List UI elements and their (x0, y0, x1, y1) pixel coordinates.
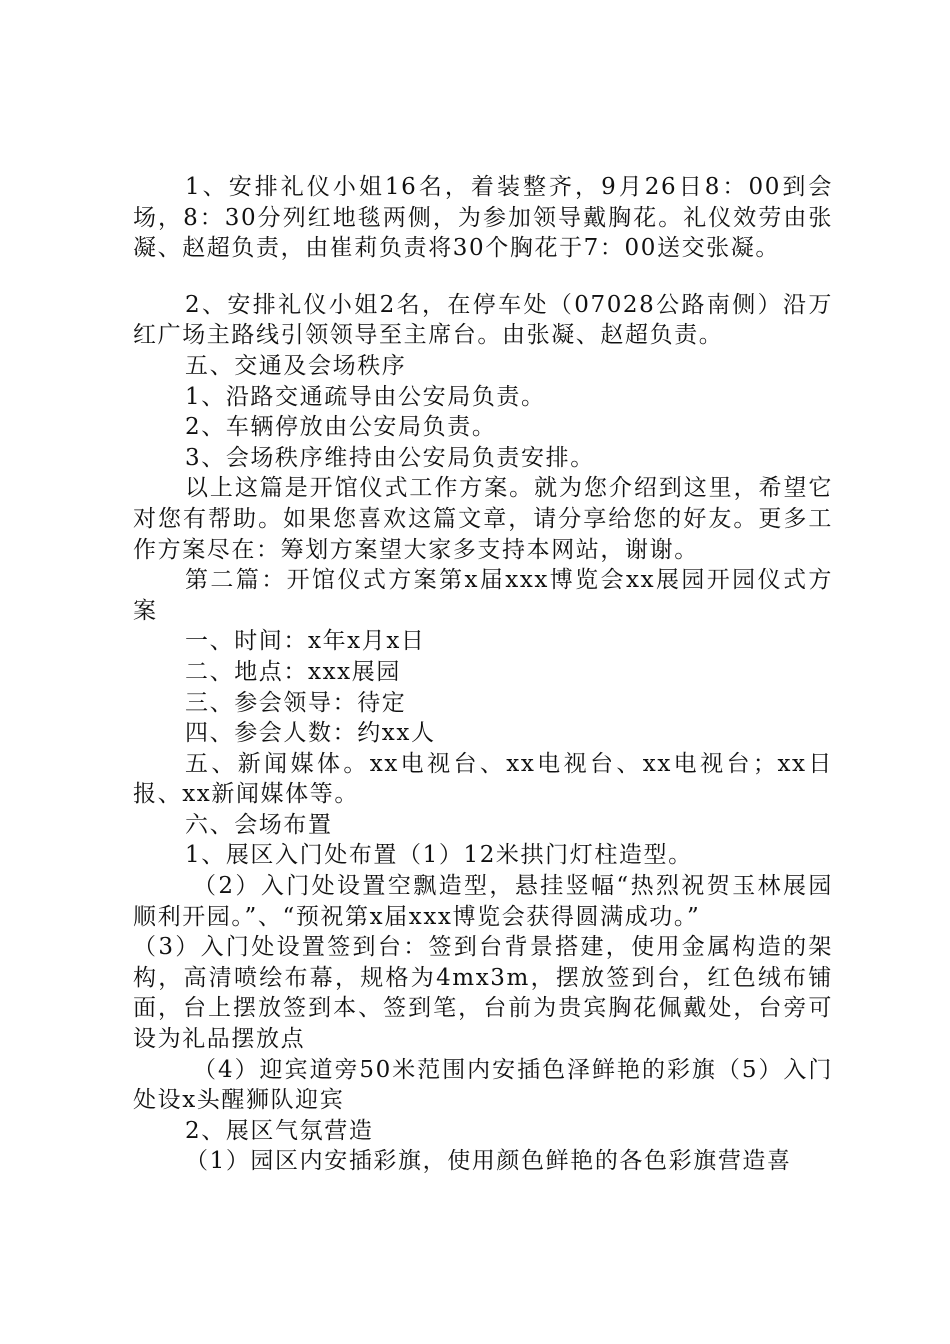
list-item-balloon: （2）入门处设置空飘造型，悬挂竖幅“热烈祝贺玉林展园顺利开园。”、“预祝第x届xxx博览会获得圆满成功。” (133, 873, 833, 930)
paragraph-etiquette-16: 1、安排礼仪小姐16名，着装整齐，9月26日8：00到会场，8：30分列红地毯两侧，为参加领导戴胸花。礼仪效劳由张凝、赵超负责，由崔莉负责将30个胸花于7：00送交张凝。 (133, 174, 833, 262)
list-item-traffic-3: 3、会场秩序维持由公安局负责安排。 (185, 444, 595, 471)
list-item-park-flags: （1）园区内安插彩旗，使用颜色鲜艳的各色彩旗营造喜 (185, 1148, 792, 1175)
paragraph-etiquette-2: 2、安排礼仪小姐2名，在停车处（07028公路南侧）沿万红广场主路线引领领导至主席台。由张凝、赵超负责。 (133, 291, 833, 349)
list-item-traffic-2: 2、车辆停放由公安局负责。 (185, 414, 497, 441)
heading-venue-layout: 六、会场布置 (185, 811, 333, 838)
list-item-time: 一、时间：x年x月x日 (185, 628, 426, 655)
paragraph-closing-note: 以上这篇是开馆仪式工作方案。就为您介绍到这里，希望它对您有帮助。如果您喜欢这篇文章，请分享给您的好友。更多工作方案尽在：筹划方案望大家多支持本网站，谢谢。 (133, 475, 833, 563)
paragraph-gap (133, 264, 833, 290)
list-item-media: 五、新闻媒体。xx电视台、xx电视台、xx电视台；xx日报、xx新闻媒体等。 (133, 750, 833, 808)
list-item-signin-desk: （3）入门处设置签到台：签到台背景搭建，使用金属构造的架构，高清喷绘布幕，规格为4mx3m，摆放签到台，红色绒布铺面，台上摆放签到本、签到笔，台前为贵宾胸花佩戴处，台旁可设为礼品摆放点 (133, 934, 833, 1053)
list-item-flags-lion: （4）迎宾道旁50米范围内安插色泽鲜艳的彩旗（5）入门处设x头醒狮队迎宾 (133, 1056, 833, 1114)
heading-atmosphere: 2、展区气氛营造 (185, 1117, 374, 1144)
list-item-attendees: 四、参会人数：约xx人 (185, 720, 436, 747)
heading-traffic-order: 五、交通及会场秩序 (185, 352, 407, 379)
list-item-location: 二、地点：xxx展园 (185, 658, 401, 685)
heading-second-article: 第二篇：开馆仪式方案第x届xxx博览会xx展园开园仪式方案 (133, 567, 833, 624)
document-page (133, 172, 833, 1177)
list-item-leaders: 三、参会领导：待定 (185, 689, 407, 716)
list-item-traffic-1: 1、沿路交通疏导由公安局负责。 (185, 383, 546, 410)
list-item-entrance: 1、展区入门处布置（1）12米拱门灯柱造型。 (185, 842, 693, 869)
